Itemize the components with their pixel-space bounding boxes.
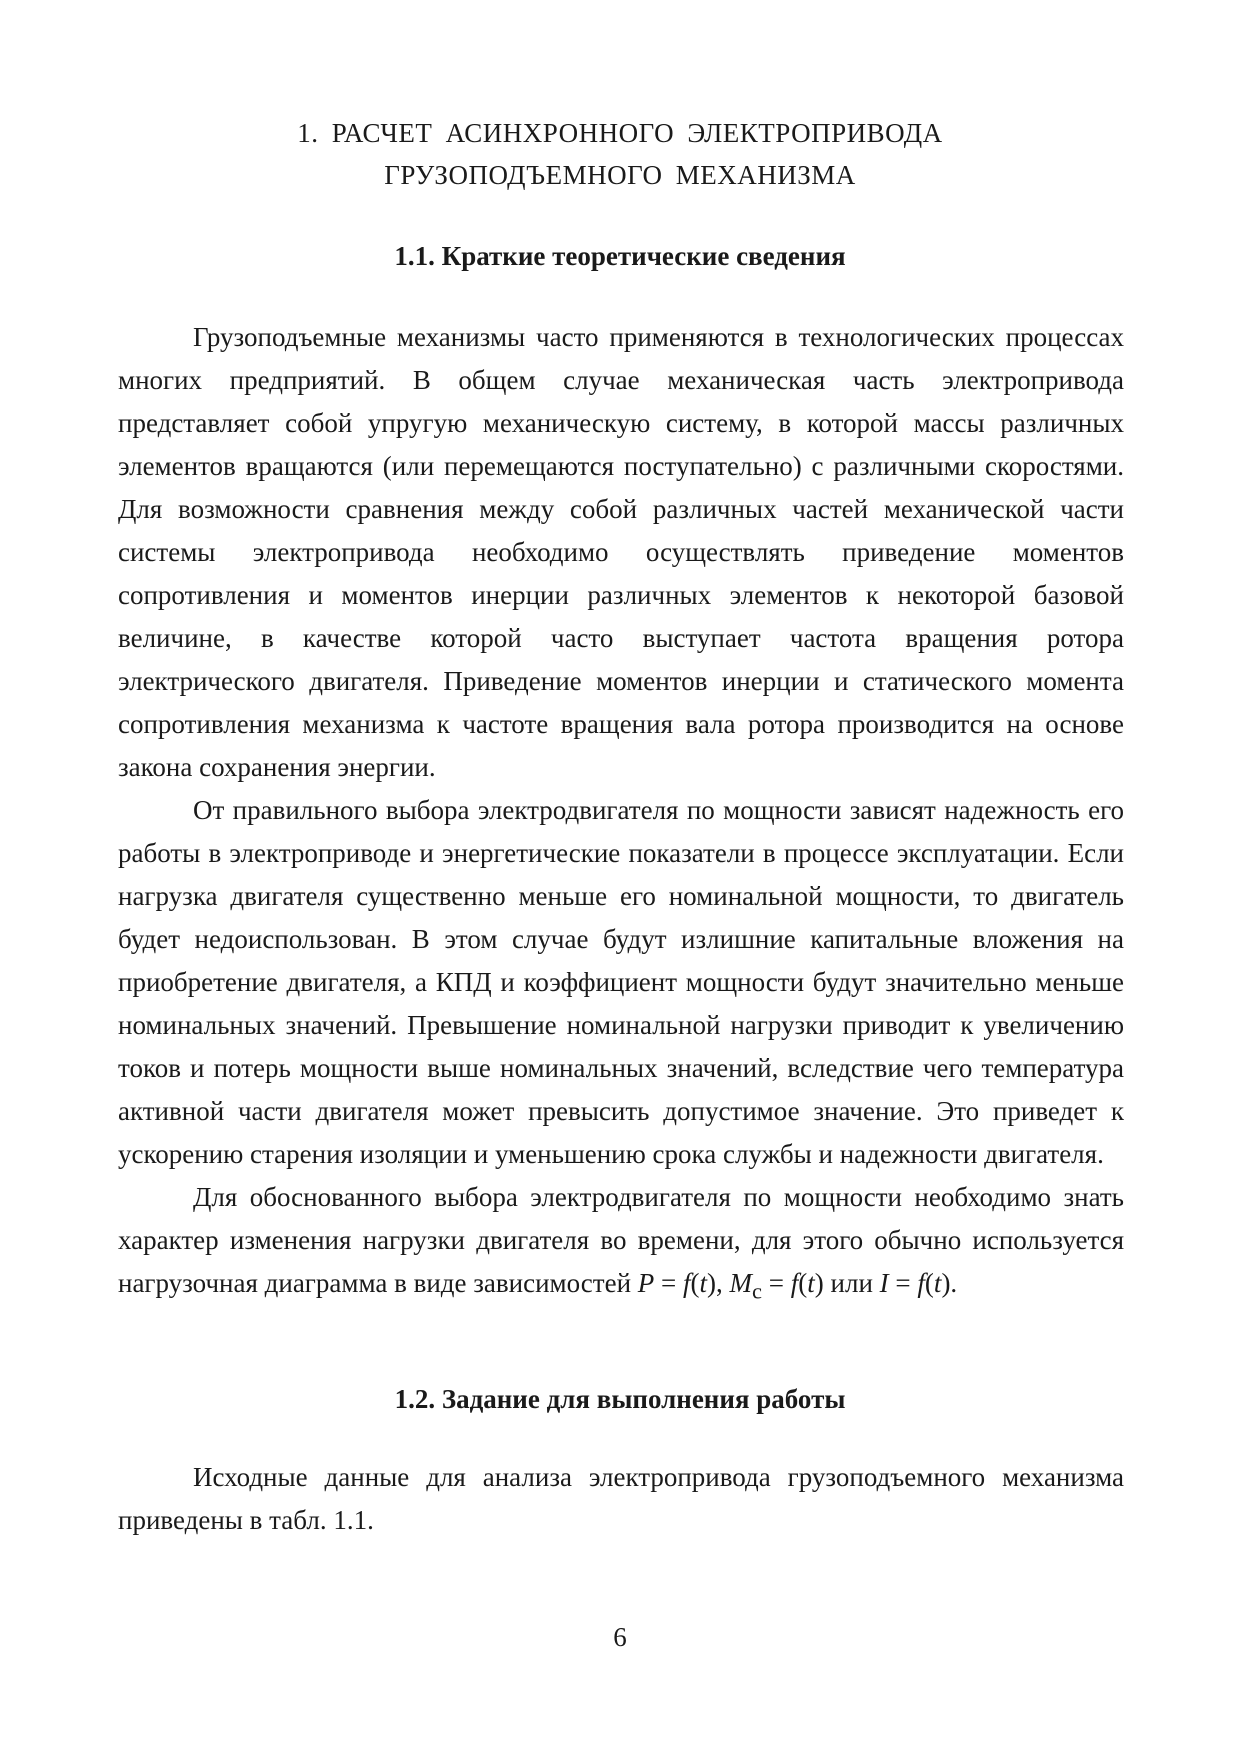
load-diagram-formula: P = f(t), $M_с = f(t)$ или I = f(t). xyxy=(637,1268,958,1304)
moment-variable: M xyxy=(729,1268,753,1298)
section-1-1-body xyxy=(118,316,1124,1312)
power-variable: P xyxy=(637,1268,655,1298)
paragraph-1: Грузоподъемные механизмы часто применяются в технологических процессах многих предприятий. В общем случае механическая часть электропривода представляет собой упругую механическую систему, в которой массы различных элементов вращаются (или перемещаются поступательно) с различными скоростями. Для возможности сравнения между собой различных частей механической части системы электропривода необходимо осуществлять приведение моментов сопротивления и моментов инерции различных элементов к некоторой базовой величине, в качестве которой часто выступает частота вращения ротора электрического двигателя. Приведение моментов инерции и статического момента сопротивления механизма к частоте вращения вала ротора производится на основе закона сохранения энергии. xyxy=(118,322,1124,782)
paragraph-2: От правильного выбора электродвигателя по мощности зависят надежность его работы в электроприводе и энергетические показатели в процессе эксплуатации. Если нагрузка двигателя существенно меньше его номинальной мощности, то двигатель будет недоиспользован. В этом случае будут излишние капитальные вложения на приобретение двигателя, а КПД и коэффициент мощности будут значительно меньше номинальных значений. Превышение номинальной нагрузки приводит к увеличению токов и потерь мощности выше номинальных значений, вследствие чего температура активной части двигателя может превысить допустимое значение. Это приведет к ускорению старения изоляции и уменьшению срока службы и надежности двигателя. xyxy=(118,795,1124,1169)
section-heading-1-2: 1.2. Задание для выполнения работы xyxy=(394,1384,846,1414)
page-number: 6 xyxy=(613,1622,627,1652)
paragraph-3 xyxy=(118,1176,1124,1312)
section-1-2-body xyxy=(118,1456,1124,1542)
current-variable: I xyxy=(879,1268,889,1298)
chapter-title-line-2: ГРУЗОПОДЪЕМНОГО МЕХАНИЗМА xyxy=(384,160,856,190)
section-heading-1-1: 1.1. Краткие теоретические сведения xyxy=(394,241,846,271)
moment-subscript: с xyxy=(752,1278,763,1304)
paragraph-4: Исходные данные для анализа электропривода грузоподъемного механизма приведены в табл. 1.1. xyxy=(118,1462,1124,1535)
chapter-title-line-1: 1. РАСЧЕТ АСИНХРОННОГО ЭЛЕКТРОПРИВОДА xyxy=(297,118,943,148)
chapter-title xyxy=(150,112,1090,196)
paragraph-3-text: Для обоснованного выбора электродвигателя по мощности необходимо знать характер изменения нагрузки двигателя во времени, для этого обычно используется нагрузочная диаграмма в виде зависимостей xyxy=(118,1182,1124,1298)
